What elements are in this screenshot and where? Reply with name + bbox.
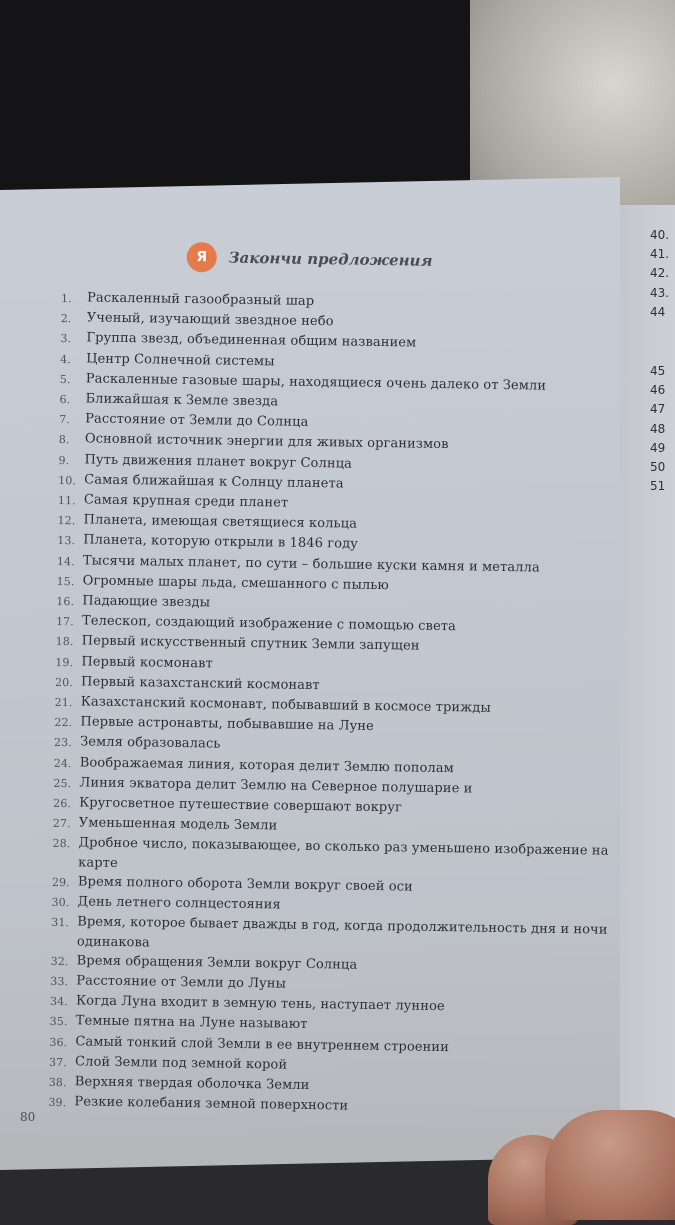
item-text: Уменьшенная модель Земли [78, 815, 278, 834]
right-page-number: 47 [650, 402, 666, 417]
item-number: 5. [59, 372, 71, 386]
item-number: 39. [48, 1096, 67, 1110]
item-number: 38. [48, 1075, 67, 1090]
item-text: Кругосветное путешествие совершают вокруг [79, 795, 403, 816]
right-page-number: 50 [650, 459, 666, 474]
item-number: 3. [60, 332, 72, 346]
item-number: 19. [55, 655, 74, 669]
right-page-numbers [650, 228, 675, 498]
item-number: 26. [53, 797, 72, 811]
item-number: 8. [58, 433, 70, 447]
item-text: Центр Солнечной системы [86, 351, 275, 369]
page-content [48, 240, 622, 1121]
item-text: Планета, которую открыли в 1846 году [83, 532, 359, 553]
page-number: 80 [20, 1110, 36, 1124]
item-number: 14. [56, 554, 75, 568]
item-number: 28. [52, 837, 71, 851]
item-text: Линия экватора делит Землю на Северное полушарие и [79, 775, 473, 797]
item-text: Падающие звезды [82, 593, 211, 611]
item-number: 16. [56, 595, 75, 609]
item-text: Слой Земли под земной корой [74, 1054, 288, 1073]
right-page-number: 42. [650, 266, 670, 281]
item-text: Расстояние от Земли до Луны [76, 973, 287, 992]
item-text: Тысячи малых планет, по сути – большие куски камня и металла [82, 553, 540, 576]
item-text: Расстояние от Земли до Солнца [85, 411, 309, 431]
item-text: Время, которое бывает дважды в год, когда продолжительность дня и ночи одинакова [76, 914, 608, 950]
item-text: Первые астронавты, побывавшие на Луне [80, 714, 374, 735]
item-number: 22. [54, 716, 73, 730]
item-text: Казахстанский космонавт, побывавший в космосе трижды [80, 694, 491, 716]
item-number: 12. [57, 514, 76, 528]
right-page-number: 45 [650, 363, 666, 378]
right-page-number: 48 [650, 421, 666, 436]
item-text: Дробное число, показывающее, во сколько раз уменьшено изображение на карте [78, 835, 609, 871]
item-number: 4. [60, 352, 71, 366]
item-number: 31. [51, 916, 70, 930]
item-number: 29. [51, 875, 70, 890]
sentence-list [48, 288, 621, 1121]
item-text: Огромные шары льда, смешанного с пылью [82, 573, 390, 594]
item-number: 9. [58, 453, 70, 467]
item-text: Самая ближайшая к Солнцу планета [84, 472, 344, 492]
exercise-header [187, 242, 622, 279]
thumb [545, 1110, 675, 1220]
item-text: Резкие колебания земной поверхности [74, 1094, 349, 1114]
item-text: Первый казахстанский космонавт [80, 674, 320, 693]
item-text: Телескоп, создающий изображение с помощью света [81, 613, 457, 635]
right-page-number: 43. [650, 285, 670, 300]
item-text: Самый тонкий слой Земли в ее внутреннем строении [75, 1033, 450, 1055]
item-text: Воображаемая линия, которая делит Землю пополам [79, 755, 455, 776]
item-text: Когда Луна входит в земную тень, наступает лунное [75, 993, 445, 1015]
item-text: Первый искусственный спутник Земли запущен [81, 633, 420, 655]
right-page-number: 44 [650, 304, 666, 319]
right-page-number: 40. [650, 228, 670, 242]
item-number: 25. [53, 776, 72, 791]
item-number: 34. [49, 995, 68, 1009]
right-page-number: 51 [650, 479, 666, 494]
item-text: Верхняя твердая оболочка Земли [74, 1074, 310, 1093]
item-text: Первый космонавт [81, 654, 213, 672]
item-text: Земля образовалась [79, 734, 221, 753]
item-text: Путь движения планет вокруг Солнца [84, 452, 353, 472]
right-page-number: 46 [650, 383, 666, 398]
item-number: 15. [56, 574, 75, 589]
item-number: 7. [59, 413, 70, 427]
exercise-title: Закончи предложения [228, 248, 433, 270]
item-text: Основной источник энергии для живых организмов [84, 431, 449, 453]
item-number: 30. [51, 896, 70, 910]
item-text: Группа звезд, объединенная общим названием [86, 330, 417, 351]
item-number: 32. [50, 954, 69, 968]
item-number: 18. [55, 635, 74, 649]
item-number: 23. [53, 736, 72, 750]
item-number: 20. [54, 675, 73, 690]
item-number: 17. [55, 615, 74, 629]
item-number: 24. [53, 756, 72, 770]
exercise-badge-icon: Я [187, 242, 217, 272]
item-text: Самая крупная среди планет [83, 492, 289, 511]
item-number: 35. [49, 1015, 68, 1029]
item-text: Планета, имеющая светящиеся кольца [83, 512, 358, 532]
right-page-number: 41. [650, 247, 670, 262]
item-number: 37. [48, 1055, 67, 1069]
item-text: Время обращения Земли вокруг Солнца [76, 953, 358, 973]
item-number: 13. [57, 534, 76, 548]
item-number: 21. [54, 696, 73, 710]
item-number: 27. [52, 817, 71, 831]
item-number: 6. [59, 392, 71, 407]
item-number: 11. [57, 493, 76, 508]
item-text: Раскаленные газовые шары, находящиеся очень далеко от Земли [85, 371, 547, 394]
item-text: Раскаленный газообразный шар [86, 290, 315, 309]
item-number: 36. [49, 1035, 68, 1049]
item-number: 10. [58, 473, 77, 488]
item-number: 33. [50, 974, 69, 989]
item-text: День летнего солнцестояния [77, 894, 281, 913]
item-text: Ближайшая к Земле звезда [85, 391, 279, 410]
right-page-number: 49 [650, 440, 666, 455]
item-text: Ученый, изучающий звездное небо [86, 310, 334, 330]
item-number: 1. [60, 291, 72, 306]
item-text: Темные пятна на Луне называют [75, 1013, 308, 1033]
item-number: 2. [60, 312, 72, 326]
item-text: Время полного оборота Земли вокруг своей оси [77, 874, 413, 895]
